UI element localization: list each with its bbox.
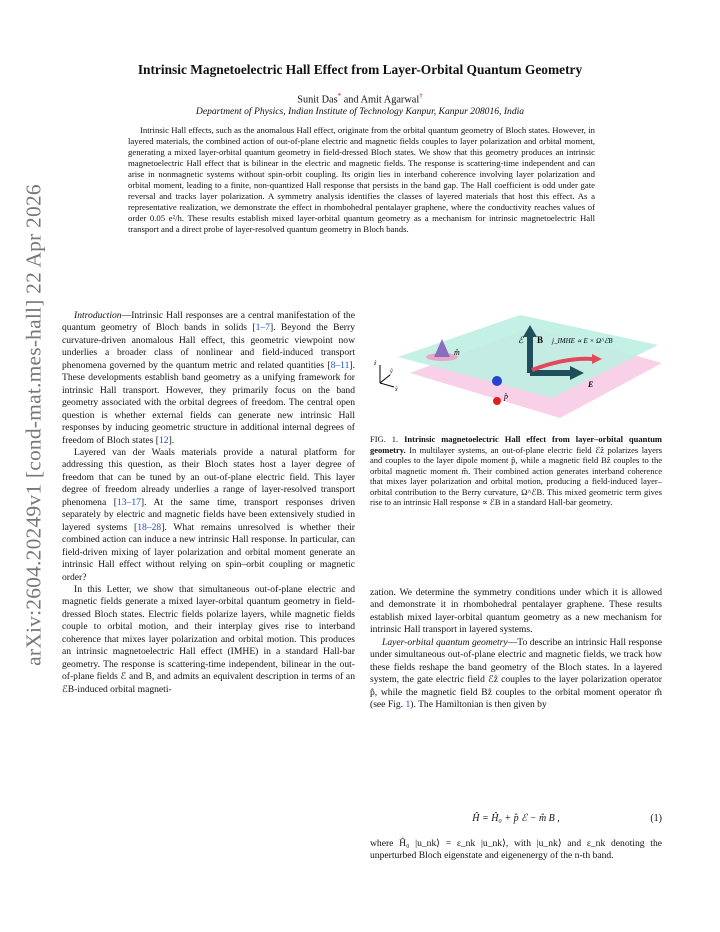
label-B-field: B <box>537 335 544 345</box>
paragraph: In this Letter, we show that simultaneous out-of-plane electric and magnetic fields generate a mixed layer-orbital quantum geometry in field-dressed Bloch states. Electric fields polarize layers, while magnetic fields couple to orbital motion, and their interplay gives rise to interband coherence that mixes layer polarization and orbital motion. This produces an intrinsic magnetoelectric Hall effect (IMHE) in a standard Hall-bar geometry. The response is scattering-time independent, bilinear in the out-of-plane fields ℰ and B, and admits an equivalent description in terms of an ℰB-induced orbital magneti- <box>62 583 355 695</box>
text: ]. These developments establish band geometry as a unifying framework for intrinsic Hall transport. However, they primarily focus on the band geometry associated with the orbital degrees of freedom. The central open question is whether external fields can generate new intrinsic Hall responses by inducing geometric structure in additional internal degrees of freedom of Bloch states [ <box>62 359 355 446</box>
equation-number: (1) <box>650 813 662 824</box>
text: Layered van der Waals materials provide a natural platform for addressing this question, as their Bloch states host a layer degree of freedom that can be tuned by an out-of-plane electric field. This layer degree of freedom already underlies a range of layer-resolved transport phenomena [ <box>62 446 355 508</box>
axis-x-label: x̂ <box>395 387 398 393</box>
label-E-inplane: E <box>588 380 594 389</box>
figure-1 <box>370 305 662 430</box>
figure-link[interactable]: 1 <box>405 699 411 711</box>
section-lead: Layer-orbital quantum geometry <box>382 636 508 648</box>
text: —To describe an intrinsic Hall response under simultaneous out-of-plane electric and magnetic fields, we track how these fields reshape the band geometry of the Bloch states. In a layered system, the gate electric field ℰẑ couples to the layer polarization operator p̂, while the magnetic field Bẑ couples to the orbital moment operator m̂ (see Fig. <box>370 636 663 711</box>
caption-title: Intrinsic magnetoelectric Hall effect from layer–orbital quantum geometry. <box>370 434 662 455</box>
author-line <box>60 92 660 105</box>
citation-link[interactable]: 8–11 <box>330 359 350 371</box>
axis-y-label: ŷ <box>390 369 393 375</box>
figure-number: FIG. 1. <box>370 434 399 444</box>
label-E-field: ℰ <box>518 335 524 345</box>
figure-illustration <box>370 305 662 430</box>
citation-link[interactable]: 18–28 <box>137 521 162 533</box>
caption-body: In multilayer systems, an out-of-plane electric field ℰẑ polarizes layers and couples to the layer dipole moment p̂, while a magnetic field Bẑ couples to the orbital magnetic moment m̂. Their combined action generates interband coherence that mixes layer polarization and orbital motion, producing a field-induced layer–orbital contribution to the Berry curvature, Ω^ℰB. This mixed geometric term gives rise to an intrinsic Hall response ∝ ℰB in a standard Hall-bar geometry. <box>370 444 662 508</box>
text: ]. Beyond the Berry curvature-driven anomalous Hall effect, this geometric viewpoint now underlies a broader class of nonlinear and field-induced transport phenomena governed by the quantum metric and related quantities [ <box>62 322 355 371</box>
label-m: m̂ <box>454 348 460 357</box>
text: ]. What remains unresolved is whether their combined action can induce a new intrinsic Hall response. In particular, can field-driven mixing of layer polarization and orbital moment generate an intrinsic Hall effect without relying on spin–orbit coupling or magnetic order? <box>62 521 355 583</box>
equation-body: Ĥ = Ĥ₀ + p̂ ℰ − m̂ B , <box>472 813 560 824</box>
author-name: Sunit Das <box>297 94 338 106</box>
paragraph: zation. We determine the symmetry conditions under which it is allowed and demonstrate it in rhombohedral pentalayer graphene. These results establish mixed layer-orbital quantum geometry as a new mechanism for intrinsic Hall transport in layered systems. <box>370 587 662 636</box>
layer-dipole-blue <box>492 376 502 386</box>
label-current: j_IMHE ∝ E × Ω^ℰB <box>552 337 613 345</box>
citation-link[interactable]: 1–7 <box>255 322 270 334</box>
author-name: Amit Agarwal <box>360 94 420 106</box>
label-p: p̂ <box>504 392 508 401</box>
paragraph <box>62 447 355 584</box>
paper-title: Intrinsic Magnetoelectric Hall Effect from Layer-Orbital Quantum Geometry <box>137 62 583 77</box>
author-mark[interactable]: † <box>419 92 423 100</box>
citation-link[interactable]: 12 <box>158 434 169 446</box>
paragraph <box>370 637 662 712</box>
paragraph: where Ĥ₀ |u_nk⟩ = ε_nk |u_nk⟩, with |u_nk⟩ and ε_nk denoting the unperturbed Bloch eigenstate and eigenenergy of the n-th band. <box>370 838 662 862</box>
text: ]. <box>168 434 175 446</box>
text: ]. At the same time, transport responses driven separately by electric and magnetic fields have been extensively studied in layered systems [ <box>62 496 355 533</box>
arxiv-stamp <box>14 184 54 666</box>
abstract: Intrinsic Hall effects, such as the anomalous Hall effect, originate from the orbital quantum geometry of Bloch states. However, in layered materials, the combined action of out-of-plane electric and magnetic fields couples to layer polarization and orbital moment, generating a mixed layer-orbital quantum geometry in field-dressed Bloch states. We show that this geometry produces an intrinsic magnetoelectric Hall effect that is bilinear in the electric and magnetic fields. The response is scattering-time independent and can arise in nonmagnetic systems without spin-orbit coupling. Its origin lies in interband coherence involving layer polarization and orbital moment, leading to a finite, non-quantized Hall response that persists in the band gap. The Hall coefficient is odd under gate reversal and tracks layer polarization. A symmetry analysis identifies the classes of layered materials that host this effect. As a representative realization, we demonstrate the effect in rhombohedral pentalayer graphene, where the conductivity reaches values of order 0.05 e²/h. These results establish mixed layer-orbital quantum geometry as a mechanism for intrinsic magnetoelectric Hall transport and a direct probe of layer-resolved quantum geometry in Bloch bands. <box>128 125 595 234</box>
axis-z-label: ẑ <box>374 361 377 367</box>
layer-dipole-red <box>493 397 501 405</box>
axis-y-line <box>380 375 390 383</box>
affiliation: Department of Physics, Indian Institute of Technology Kanpur, Kanpur 208016, India <box>195 106 525 117</box>
axis-x-line <box>380 383 394 387</box>
section-lead: Introduction <box>74 310 122 321</box>
paragraph <box>62 310 355 447</box>
citation-link[interactable]: 13–17 <box>116 496 141 508</box>
figure-caption <box>370 434 662 508</box>
text: —Intrinsic Hall responses are a central manifestation of the quantum geometry of Bloch bands in solids [ <box>62 310 355 334</box>
left-column <box>62 310 355 696</box>
arxiv-id: arXiv:2604.20249v1 [cond-mat.mes-hall] 22 Apr 2026 <box>21 184 46 666</box>
right-column <box>370 587 662 712</box>
equation-1 <box>370 813 662 827</box>
author-mark[interactable]: * <box>337 92 342 100</box>
author-conjunction: and <box>343 94 359 106</box>
text: ). The Hamiltonian is then given by <box>410 699 547 711</box>
